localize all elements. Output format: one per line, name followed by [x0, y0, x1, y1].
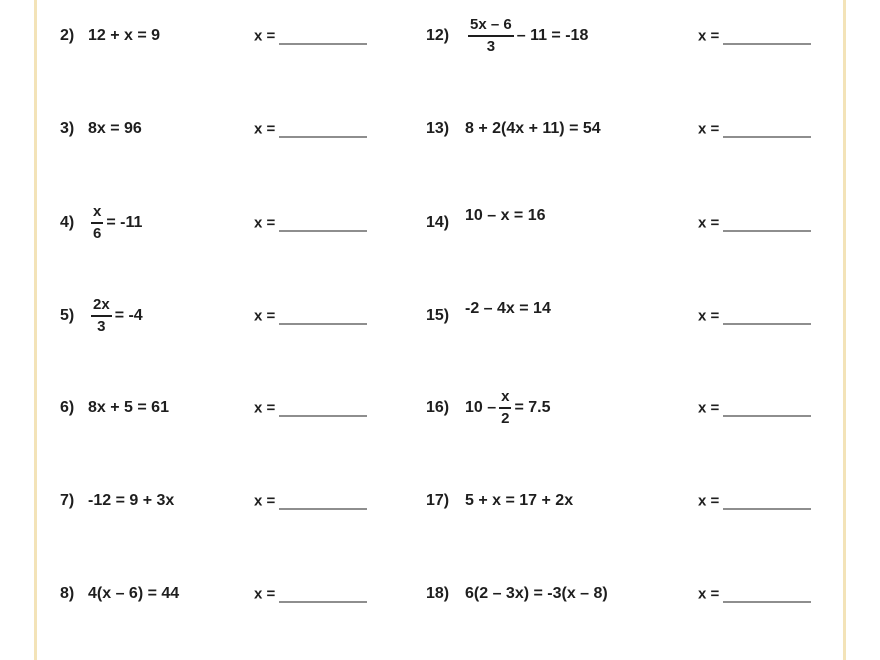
- problem-number: 15): [426, 307, 450, 324]
- equation-text: = -11: [106, 214, 143, 231]
- equation-text: 12 + x = 9: [88, 27, 161, 44]
- answer-label: x =: [254, 27, 276, 45]
- denominator: 3: [97, 318, 106, 335]
- answer-label: x =: [254, 399, 276, 417]
- answer-blank[interactable]: [723, 310, 811, 325]
- equation-text: = -4: [114, 307, 143, 324]
- equation-text: -12 = 9 + 3x: [88, 492, 175, 509]
- answer-blank[interactable]: [723, 123, 811, 138]
- problem-14: [426, 193, 826, 253]
- answer-label: x =: [254, 307, 276, 325]
- answer-label: x =: [698, 492, 720, 510]
- equation: [88, 492, 174, 510]
- answer-field[interactable]: [698, 586, 811, 603]
- answer-field[interactable]: [698, 400, 811, 417]
- answer-blank[interactable]: [723, 588, 811, 603]
- answer-field[interactable]: [254, 308, 367, 325]
- answer-field[interactable]: [254, 400, 367, 417]
- equation: [88, 585, 179, 603]
- problem-number: 13): [426, 120, 450, 137]
- problem-3: [60, 99, 390, 159]
- answer-blank[interactable]: [279, 402, 367, 417]
- problem-17: [426, 471, 826, 531]
- problem-number: 7): [60, 492, 75, 509]
- problem-4: [60, 193, 390, 253]
- equation: [88, 296, 143, 336]
- problem-number: 16): [426, 399, 450, 416]
- problem-number: 14): [426, 214, 450, 231]
- denominator: 3: [486, 38, 496, 55]
- answer-blank[interactable]: [279, 495, 367, 510]
- answer-blank[interactable]: [279, 217, 367, 232]
- denominator: 2: [501, 410, 510, 427]
- answer-label: x =: [698, 214, 720, 232]
- answer-field[interactable]: [254, 586, 367, 603]
- problem-number: 17): [426, 492, 450, 509]
- equation-text: 10 –: [465, 399, 497, 416]
- equation: [465, 16, 588, 56]
- problem-2: [60, 6, 390, 66]
- answer-label: x =: [254, 492, 276, 510]
- answer-blank[interactable]: [723, 30, 811, 45]
- problem-number: 12): [426, 27, 450, 44]
- problem-6: [60, 378, 390, 438]
- problem-5: [60, 286, 390, 346]
- problem-13: [426, 99, 826, 159]
- numerator: x: [499, 388, 511, 409]
- equation-text: 5 + x = 17 + 2x: [465, 492, 574, 509]
- answer-label: x =: [698, 120, 720, 138]
- equation-text: 4(x – 6) = 44: [88, 585, 180, 602]
- problem-number: 3): [60, 120, 75, 137]
- answer-blank[interactable]: [279, 123, 367, 138]
- answer-field[interactable]: [698, 28, 811, 45]
- answer-field[interactable]: [254, 215, 367, 232]
- equation-text: 8 + 2(4x + 11) = 54: [465, 120, 601, 137]
- answer-label: x =: [698, 27, 720, 45]
- answer-field[interactable]: [254, 121, 367, 138]
- numerator: 5x – 6: [468, 16, 514, 37]
- equation-text: 10 – x = 16: [465, 207, 546, 224]
- problem-number: 2): [60, 27, 75, 44]
- equation: [88, 27, 160, 45]
- problem-number: 18): [426, 585, 450, 602]
- answer-label: x =: [698, 307, 720, 325]
- fraction: [468, 16, 514, 56]
- answer-field[interactable]: [254, 493, 367, 510]
- answer-blank[interactable]: [279, 30, 367, 45]
- problem-16: [426, 378, 826, 438]
- equation-text: = 7.5: [514, 399, 551, 416]
- equation: [465, 120, 601, 138]
- equation-text: – 11 = -18: [516, 27, 589, 44]
- equation: [465, 388, 551, 428]
- numerator: 2x: [91, 296, 112, 317]
- page-border-right: [843, 0, 846, 660]
- problem-7: [60, 471, 390, 531]
- equation-text: 8x = 96: [88, 120, 142, 137]
- answer-blank[interactable]: [723, 495, 811, 510]
- page-border-left: [34, 0, 37, 660]
- answer-label: x =: [254, 214, 276, 232]
- equation: [88, 120, 142, 138]
- answer-field[interactable]: [698, 308, 811, 325]
- equation: [465, 207, 546, 225]
- answer-field[interactable]: [698, 215, 811, 232]
- problem-number: 5): [60, 307, 75, 324]
- denominator: 6: [93, 225, 102, 242]
- problem-8: [60, 564, 390, 624]
- equation-text: 6(2 – 3x) = -3(x – 8): [465, 585, 608, 602]
- problem-12: [426, 6, 826, 66]
- fraction: [91, 203, 103, 243]
- equation: [88, 203, 142, 243]
- answer-label: x =: [698, 585, 720, 603]
- problem-15: [426, 286, 826, 346]
- answer-label: x =: [254, 585, 276, 603]
- answer-blank[interactable]: [279, 310, 367, 325]
- equation: [465, 585, 608, 603]
- problem-number: 4): [60, 214, 75, 231]
- answer-blank[interactable]: [723, 217, 811, 232]
- answer-blank[interactable]: [723, 402, 811, 417]
- problem-number: 6): [60, 399, 75, 416]
- answer-field[interactable]: [698, 121, 811, 138]
- equation: [88, 399, 169, 417]
- answer-field[interactable]: [698, 493, 811, 510]
- equation: [465, 300, 551, 318]
- fraction: [499, 388, 511, 428]
- numerator: x: [91, 203, 103, 224]
- equation-text: 8x + 5 = 61: [88, 399, 169, 416]
- answer-blank[interactable]: [279, 588, 367, 603]
- equation: [465, 492, 573, 510]
- answer-field[interactable]: [254, 28, 367, 45]
- answer-label: x =: [698, 399, 720, 417]
- equation-text: -2 – 4x = 14: [465, 300, 551, 317]
- problem-number: 8): [60, 585, 75, 602]
- problem-18: [426, 564, 826, 624]
- fraction: [91, 296, 112, 336]
- answer-label: x =: [254, 120, 276, 138]
